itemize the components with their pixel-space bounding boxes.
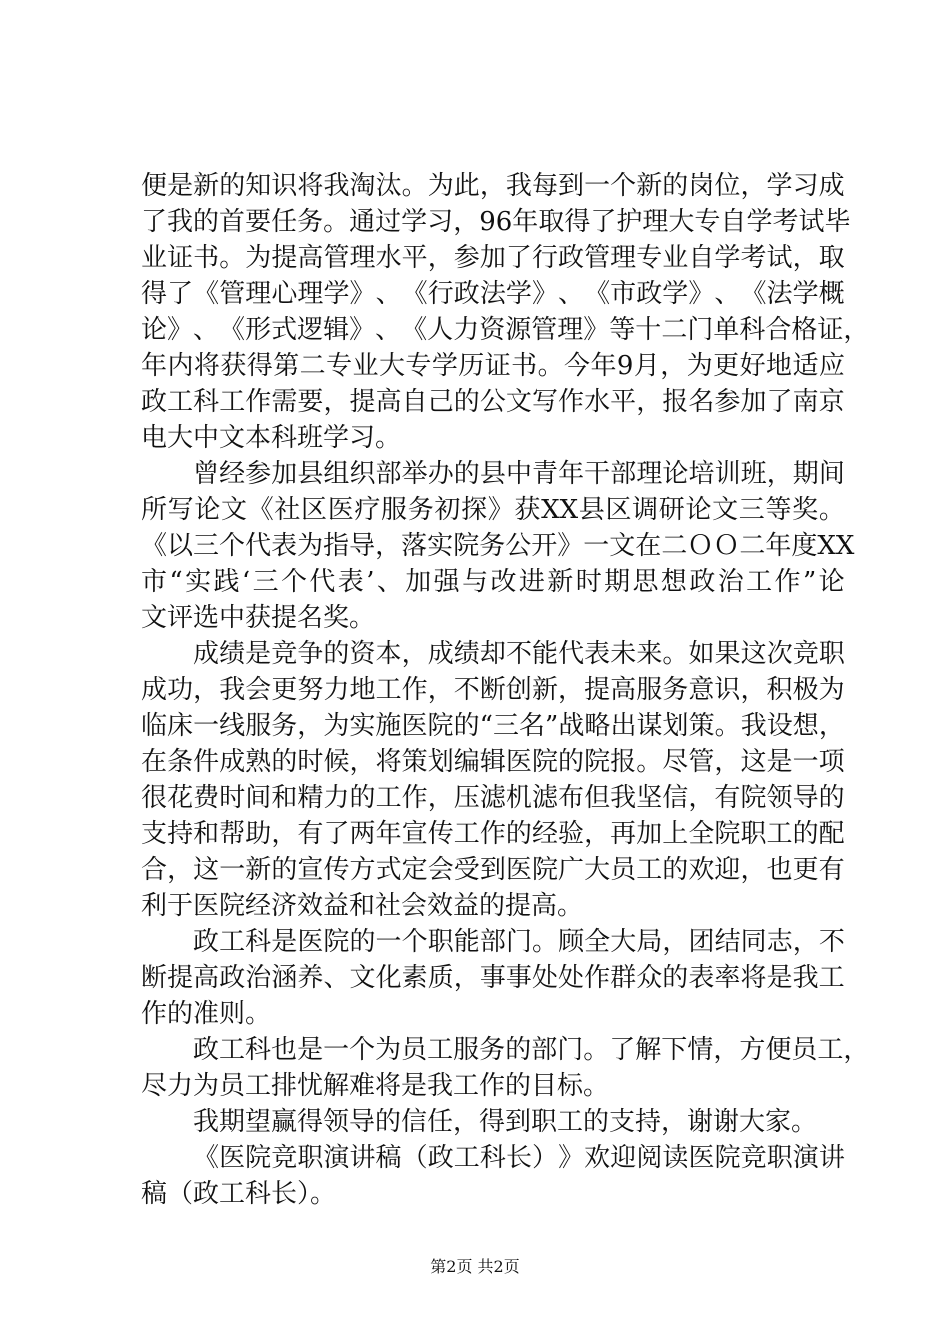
text-line: 电大中文本科班学习。: [141, 423, 402, 453]
text-line: 《 医 院 竞 职 演 讲 稿 （ 政 工 科 长 ） 》 欢 迎 阅 读 医 院 竞 职 演 讲: [193, 1143, 845, 1173]
text-line: 市 “ 实 践 ‘ 三 个 代 表 ’ 、 加 强 与 改 进 新 时 期 思 想 政 治 工 作 ” 论: [141, 567, 845, 597]
text-line: 稿（政工科长）。: [141, 1179, 337, 1209]
text-line: 政 工 科 是 医 院 的 一 个 职 能 部 门 。 顾 全 大 局 ， 团 结 同 志 ， 不: [193, 927, 845, 957]
text-line: 曾 经 参 加 县 组 织 部 举 办 的 县 中 青 年 干 部 理 论 培 训 班 ， 期 间: [193, 459, 845, 489]
text-line: 了 我 的 首 要 任 务 。 通 过 学 习 ， 96 年 取 得 了 护 理 大 专 自 学 考 试 毕: [141, 207, 851, 237]
text-line: 业 证 书 。 为 提 高 管 理 水 平 ， 参 加 了 行 政 管 理 专 业 自 学 考 试 ， 取: [141, 243, 845, 273]
text-line: 政 工 科 工 作 需 要 ， 提 高 自 己 的 公 文 写 作 水 平 ， 报 名 参 加 了 南 京: [141, 387, 845, 417]
page-footer: 第2页 共2页: [430, 1257, 520, 1276]
text-line: 尽力为员工排忧解难将是我工作的目标。: [141, 1071, 610, 1101]
text-line: 临 床 一 线 服 务 ， 为 实 施 医 院 的 “ 三 名 ” 战 略 出 谋 划 策 。 我 设 想 ，: [141, 711, 845, 741]
text-line: 成 绩 是 竞 争 的 资 本 ， 成 绩 却 不 能 代 表 未 来 。 如 果 这 次 竞 职: [193, 639, 845, 669]
text-line: 作的准则。: [141, 999, 272, 1029]
document-body: [141, 168, 870, 1212]
text-line: 文评选中获提名奖。: [141, 603, 376, 633]
text-line: 我期望赢得领导的信任，得到职工的支持，谢谢大家。: [193, 1107, 818, 1137]
text-line: 合 ， 这 一 新 的 宣 传 方 式 定 会 受 到 医 院 广 大 员 工 的 欢 迎 ， 也 更 有: [141, 855, 845, 885]
text-line: 很 花 费 时 间 和 精 力 的 工 作 ， 压 滤 机 滤 布 但 我 坚 信 ， 有 院 领 导 的: [141, 783, 845, 813]
text-line: 成 功 ， 我 会 更 努 力 地 工 作 ， 不 断 创 新 ， 提 高 服 务 意 识 ， 积 极 为: [141, 675, 845, 705]
text-line: 利于医院经济效益和社会效益的提高。: [141, 891, 584, 921]
text-line: 支 持 和 帮 助 ， 有 了 两 年 宣 传 工 作 的 经 验 ， 再 加 上 全 院 职 工 的 配: [141, 819, 845, 849]
text-line: 得 了 《 管 理 心 理 学 》 、 《 行 政 法 学 》 、 《 市 政 学 》 、 《 法 学 概: [141, 279, 845, 309]
text-line: 在 条 件 成 熟 的 时 候 ， 将 策 划 编 辑 医 院 的 院 报 。 尽 管 ， 这 是 一 项: [141, 747, 845, 777]
text-line: 政 工 科 也 是 一 个 为 员 工 服 务 的 部 门 。 了 解 下 情 ， 方 便 员 工 ，: [193, 1035, 870, 1065]
text-line: 断 提 高 政 治 涵 养 、 文 化 素 质 ， 事 事 处 处 作 群 众 的 表 率 将 是 我 工: [141, 963, 845, 993]
text-line: 所 写 论 文 《 社 区 医 疗 服 务 初 探 》 获 XX 县 区 调 研 论 文 三 等 奖 。: [141, 495, 845, 525]
text-line: 《 以 三 个 代 表 为 指 导 ， 落 实 院 务 公 开 》 一 文 在 二 Ｏ Ｏ 二 年 度 XX: [141, 531, 855, 561]
text-line: 便 是 新 的 知 识 将 我 淘 汰 。 为 此 ， 我 每 到 一 个 新 的 岗 位 ， 学 习 成: [141, 171, 845, 201]
text-line: 论 》 、 《 形 式 逻 辑 》 、 《 人 力 资 源 管 理 》 等 十 二 门 单 科 合 格 证 ，: [141, 315, 870, 345]
text-line: 年 内 将 获 得 第 二 专 业 大 专 学 历 证 书 。 今 年 9 月 ， 为 更 好 地 适 应: [141, 351, 845, 381]
